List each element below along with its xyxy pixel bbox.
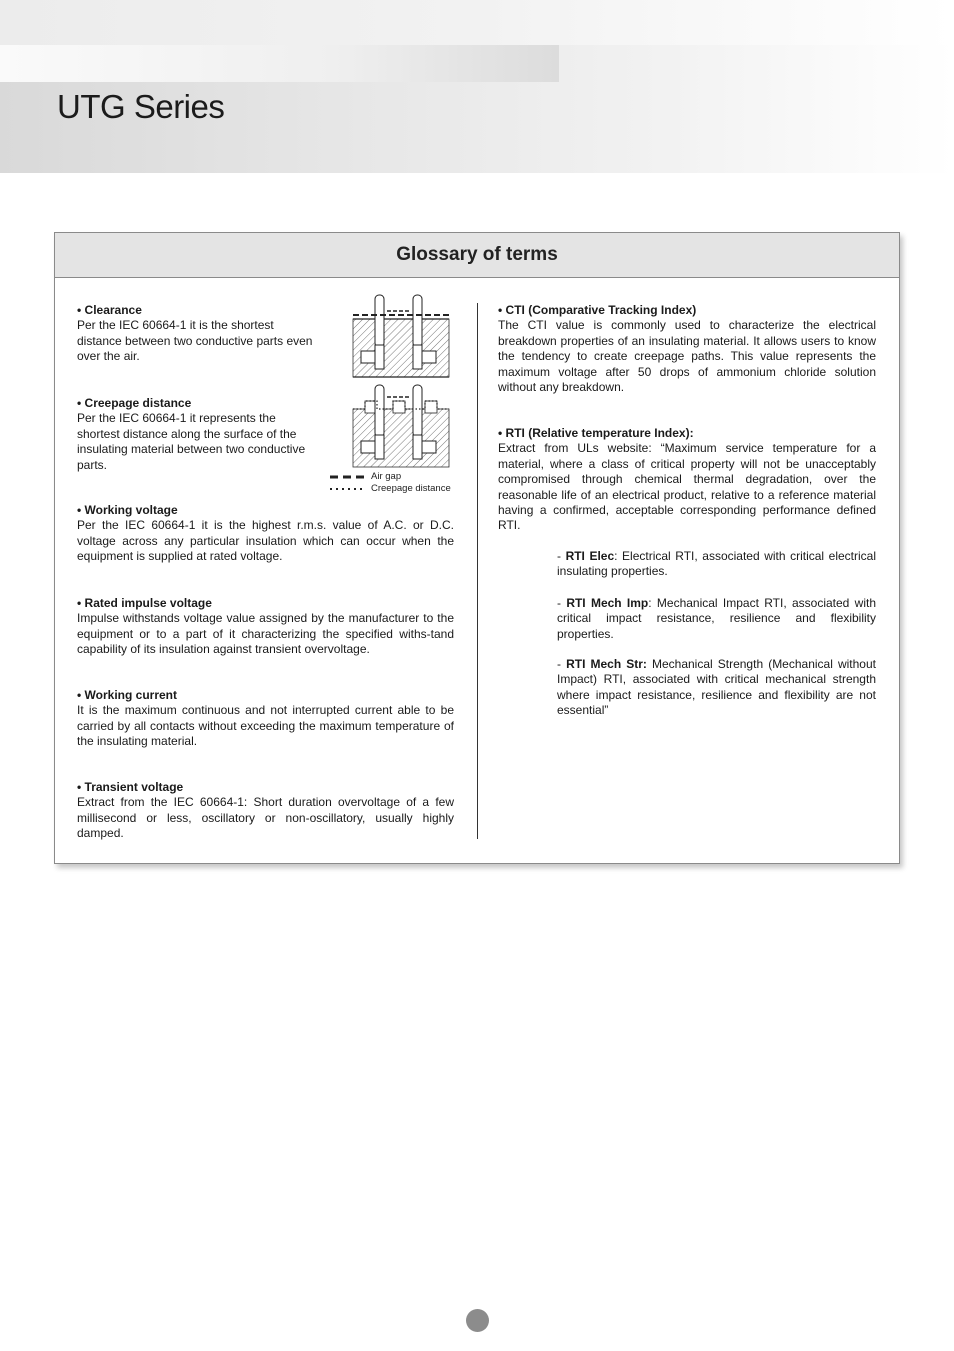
entry-creepage-distance	[77, 396, 317, 473]
header-accent-strip	[0, 45, 559, 82]
dotted-line-icon	[329, 485, 367, 493]
entry-body: Per the IEC 60664-1 it is the shortest distance between two conductive parts even over the air.	[77, 318, 313, 364]
header-top-band	[0, 0, 954, 45]
creepage-diagram	[353, 385, 449, 467]
rti-item-mech-str: - RTI Mech Str: Mechanical Strength (Mechanical without Impact) RTI, associated with critical mechanical strength where impact resistance, resilience and flexibility are not essential”	[557, 657, 876, 718]
entry-body: It is the maximum continuous and not interrupted current able to be carried by all contacts without exceeding the maximum temperature of the insulating material.	[77, 703, 454, 749]
entry-body: The CTI value is commonly used to characterize the electrical breakdown properties of an insulating material. It allows users to know the tendency to create creepage paths. This value represents the maximum voltage after 50 drops of ammonium chloride solution without any breakdown.	[498, 318, 876, 395]
entry-cti	[498, 303, 876, 395]
entry-clearance	[77, 303, 317, 365]
entry-body: Extract from the IEC 60664-1: Short duration overvoltage of a few millisecond or less, oscillatory or non-oscillatory, usually highly damped.	[77, 795, 454, 841]
entry-transient-voltage	[77, 780, 454, 842]
entry-rti	[498, 426, 876, 534]
entry-title: • Clearance	[77, 303, 142, 317]
clearance-creepage-diagram	[329, 289, 455, 469]
page-number-dot	[466, 1309, 489, 1332]
entry-body: Extract from ULs website: “Maximum service temperature for a material, where a class of critical property will not be unacceptably compromised through chemical thermal degradation, over the reasonable life of an electrical product, relative to a reference material having a confirmed, acceptable corresponding performance defined RTI.	[498, 441, 876, 533]
rti-item-elec: - RTI Elec: Electrical RTI, associated with critical electrical insulating properties.	[557, 549, 876, 579]
dash-line-icon	[329, 473, 367, 481]
entry-title: • CTI (Comparative Tracking Index)	[498, 303, 697, 317]
rti-item-mech-imp: - RTI Mech Imp: Mechanical Impact RTI, associated with critical impact resistance, resilience and flexibility properties.	[557, 596, 876, 641]
diagram-legend	[329, 471, 451, 495]
entry-title: • Transient voltage	[77, 780, 184, 794]
entry-rated-impulse-voltage	[77, 596, 454, 658]
legend-creepage: Creepage distance	[329, 483, 451, 495]
entry-title: • Creepage distance	[77, 396, 192, 410]
entry-title: • RTI (Relative temperature Index):	[498, 426, 694, 440]
page-title: UTG Series	[57, 88, 225, 125]
entry-title: • Working current	[77, 688, 177, 702]
entry-title: • Rated impulse voltage	[77, 596, 212, 610]
legend-air-gap: Air gap	[329, 471, 451, 483]
entry-working-voltage	[77, 503, 454, 565]
entry-working-current	[77, 688, 454, 750]
entry-title: • Working voltage	[77, 503, 178, 517]
glossary-panel	[54, 232, 900, 864]
entry-body: Impulse withstands voltage value assigned by the manufacturer to the equipment or to a part of it characterizing the specified withs-tand capability of its insulation against transient overvoltage.	[77, 611, 454, 657]
entry-body: Per the IEC 60664-1 it is the highest r.m.s. value of A.C. or D.C. voltage across any particular insulation which can occur when the equipment is supplied at rated voltage.	[77, 518, 454, 564]
clearance-diagram	[353, 295, 449, 377]
glossary-heading: Glossary of terms	[55, 233, 899, 278]
entry-body: Per the IEC 60664-1 it represents the shortest distance along the surface of the insulating material between two conductive parts.	[77, 411, 306, 472]
column-divider	[477, 303, 478, 839]
